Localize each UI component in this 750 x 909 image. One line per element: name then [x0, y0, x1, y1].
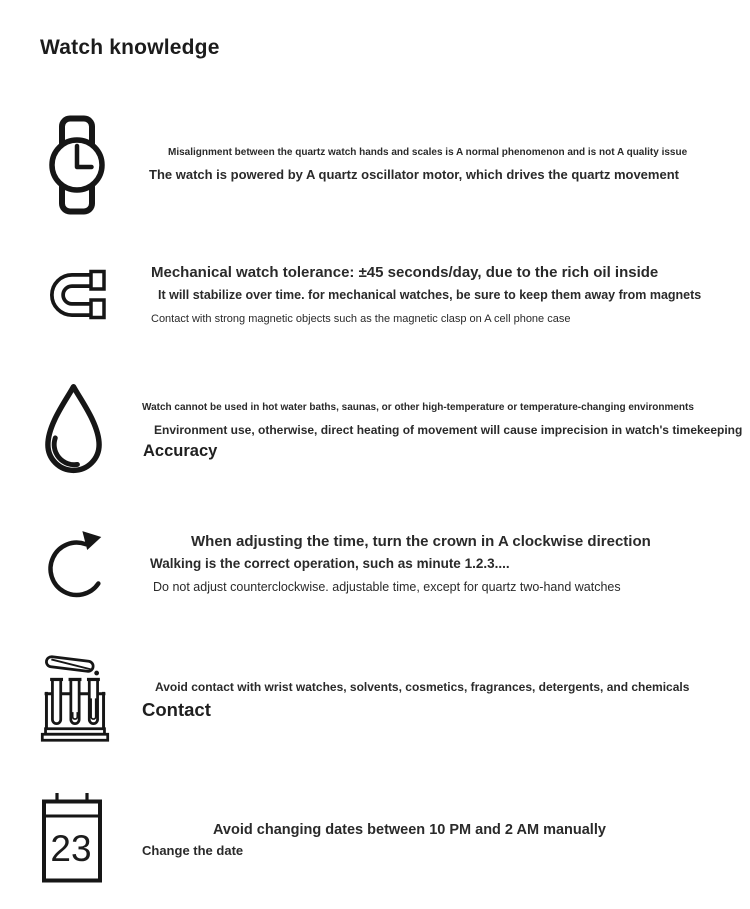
section-time-adjustment	[0, 520, 750, 645]
section-temperature-accuracy	[0, 378, 750, 520]
magnet-icon	[42, 266, 110, 323]
water-drop-icon	[42, 382, 105, 480]
section-chemical-contact	[0, 645, 750, 788]
calendar-day-number: 23	[50, 828, 92, 869]
page-title: Watch knowledge	[40, 36, 220, 59]
section-date-change	[0, 788, 750, 909]
section-heading: Contact	[142, 699, 211, 720]
clockwise-arrow-icon	[46, 524, 110, 610]
text-line: It will stabilize over time. for mechanical watches, be sure to keep them away from magnets	[158, 288, 702, 302]
text-line: The watch is powered by A quartz oscillator motor, which drives the quartz movement	[149, 167, 679, 182]
text-line: Change the date	[142, 843, 244, 858]
section-quartz-movement	[0, 110, 750, 258]
section-magnetism	[0, 258, 750, 378]
text-line: Avoid changing dates between 10 PM and 2 AM manually	[213, 822, 606, 838]
text-line: Do not adjust counterclockwise. adjustable time, except for quartz two-hand watches	[153, 580, 621, 594]
text-line: Contact with strong magnetic objects such as the magnetic clasp on A cell phone case	[151, 313, 571, 325]
text-line: Misalignment between the quartz watch hands and scales is A normal phenomenon and is not A quality issue	[168, 147, 688, 158]
section-heading: Accuracy	[143, 442, 218, 460]
text-line: Environment use, otherwise, direct heating of movement will cause imprecision in watch's timekeeping	[154, 423, 743, 437]
calendar-icon	[40, 792, 104, 885]
wristwatch-icon	[48, 115, 106, 215]
test-tubes-icon	[40, 648, 110, 745]
text-line: When adjusting the time, turn the crown in A clockwise direction	[191, 533, 651, 550]
text-line: Walking is the correct operation, such as minute 1.2.3....	[150, 556, 510, 571]
text-line: Mechanical watch tolerance: ±45 seconds/day, due to the rich oil inside	[151, 264, 659, 281]
text-line: Avoid contact with wrist watches, solvents, cosmetics, fragrances, detergents, and chemicals	[155, 680, 690, 694]
text-line: Watch cannot be used in hot water baths, saunas, or other high-temperature or temperature-changing environments	[142, 402, 694, 413]
